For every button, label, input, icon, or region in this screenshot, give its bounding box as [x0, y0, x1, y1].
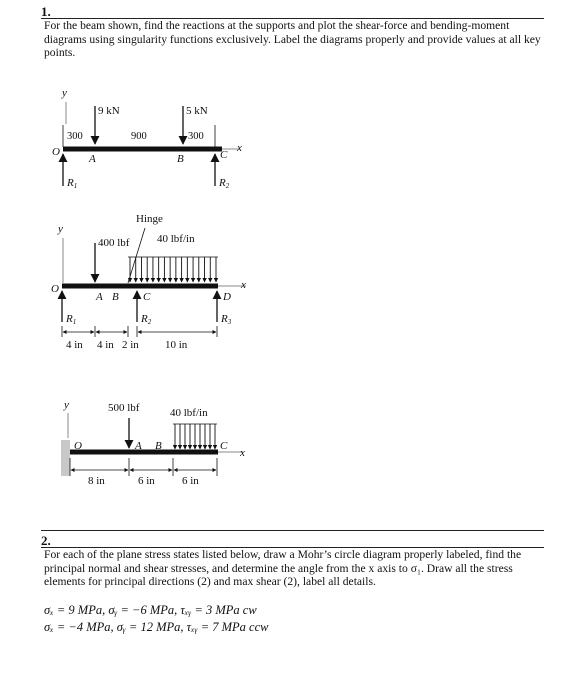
beam1-point-a: A	[89, 153, 96, 165]
beam1-y-label: y	[62, 87, 67, 99]
beam1-origin-label: O	[52, 146, 60, 158]
stress-case-1: σₓ = 9 MPa, σᵧ = −6 MPa, τₓᵧ = 3 MPa cw	[44, 603, 257, 617]
beam3-point-a: A	[135, 440, 142, 452]
problem2-text: For each of the plane stress states listed below, draw a Mohr’s circle diagram properly labeled, find the principal normal and shear stresses, and determine the angle from the x axis to σ₁. Draw all the stress elements for principal directions (2) and max shear (2), label all details.	[44, 548, 522, 589]
beam2-reaction-r3-label: R3	[221, 313, 232, 326]
stress-case-2: σₓ = −4 MPa, σᵧ = 12 MPa, τₓᵧ = 7 MPa ccw	[44, 620, 269, 634]
beam3-x-label: x	[240, 447, 245, 459]
beam1-dim-300-a: 300	[67, 131, 83, 142]
beam2	[51, 213, 246, 351]
beam1-reaction-r1-label: R1	[67, 177, 78, 190]
beam3-wall	[61, 440, 70, 476]
beam3-point-c: C	[220, 440, 228, 452]
beam2-hinge-pointer	[128, 228, 145, 283]
problem2-rule-top	[41, 530, 544, 531]
beam3-origin-label: O	[74, 440, 82, 452]
problem1-number: 1.	[41, 4, 51, 19]
beam1-reaction-r2-label: R2	[219, 177, 230, 190]
beam1-dim-300-b: 300	[188, 131, 204, 142]
beam2-point-d: D	[223, 291, 231, 303]
beam2-dist-load-arrows	[130, 257, 216, 282]
beam2-dim-2in: 2 in	[122, 339, 139, 351]
beam3-point-load-label: 500 lbf	[108, 402, 140, 414]
beam1-x-label: x	[237, 142, 242, 154]
beam1	[52, 87, 242, 190]
beam2-y-label: y	[58, 223, 63, 235]
beam3-point-b: B	[155, 440, 162, 452]
beam2-hinge-label: Hinge	[136, 213, 163, 225]
beam2-dim-4in-a: 4 in	[66, 339, 83, 351]
beam2-point-c: C	[143, 291, 151, 303]
beam2-point-a: A	[96, 291, 103, 303]
beam3-dim-8in: 8 in	[88, 475, 105, 487]
beam3-y-label: y	[64, 399, 69, 411]
beam2-dist-load-label: 40 lbf/in	[157, 233, 195, 245]
problem1-text: For the beam shown, find the reactions at the supports and plot the shear-force and bending-moment diagrams using singularity functions exclusively. Label the diagrams properly and provide values at all key points.	[44, 19, 541, 60]
beam2-point-load-label: 400 lbf	[98, 237, 130, 249]
beam2-x-label: x	[241, 279, 246, 291]
beam3-dist-load-arrows	[175, 424, 215, 449]
beam2-dim-4in-b: 4 in	[97, 339, 114, 351]
beam3-dim-6in-a: 6 in	[138, 475, 155, 487]
beam2-reaction-r2-label: R2	[141, 313, 152, 326]
beam2-point-b: B	[112, 291, 119, 303]
beam2-reaction-r1-label: R1	[66, 313, 77, 326]
beam1-point-c: C	[220, 149, 228, 161]
beam3-dim-6in-b: 6 in	[182, 475, 199, 487]
beam1-dim-900: 900	[131, 131, 147, 142]
beam2-origin-label: O	[51, 283, 59, 295]
beam3-dist-load-label: 40 lbf/in	[170, 407, 208, 419]
beam2-dim-10in: 10 in	[165, 339, 188, 351]
beam3	[61, 399, 245, 487]
beam1-load-5kn-label: 5 kN	[186, 105, 208, 117]
problem2-number: 2.	[41, 533, 51, 548]
beam1-point-b: B	[177, 153, 184, 165]
beam1-load-9kn-label: 9 kN	[98, 105, 120, 117]
